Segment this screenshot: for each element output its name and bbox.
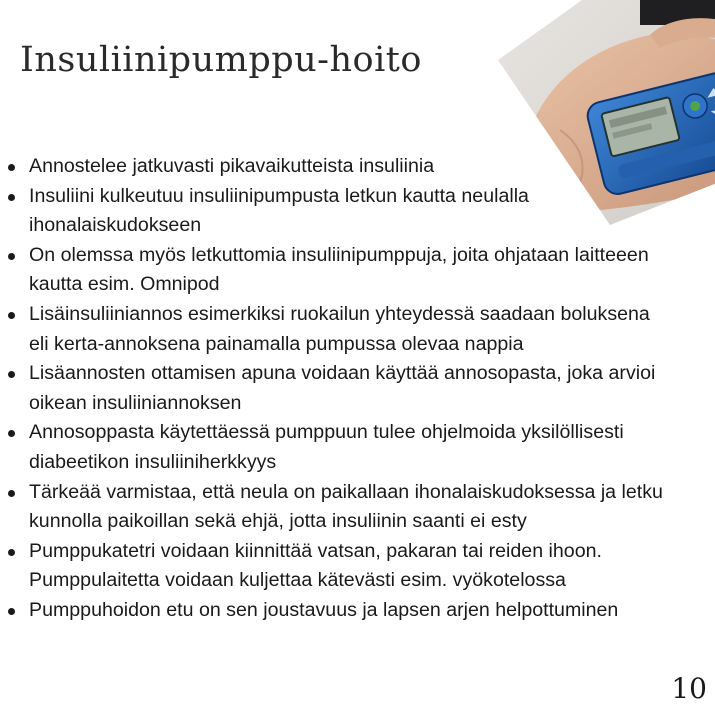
bullet-list [8,152,668,626]
page-number: 10 [671,672,707,705]
bullet-item: Annostelee jatkuvasti pikavaikutteista insuliinia [8,152,668,182]
bullet-item: Annosoppasta käytettäessä pumppuun tulee ohjelmoida yksilöllisesti diabeetikon insuliiniherkkyys [8,418,668,477]
bullet-dot-icon [8,253,15,260]
bullet-dot-icon [8,371,15,378]
slide-title: Insuliinipumppu-hoito [20,40,422,80]
bullet-dot-icon [8,430,15,437]
bullet-dot-icon [8,194,15,201]
bullet-item: On olemssa myös letkuttomia insuliinipumppuja, joita ohjataan laitteeen kautta esim. Omnipod [8,241,668,300]
bullet-dot-icon [8,608,15,615]
bullet-dot-icon [8,490,15,497]
bullet-dot-icon [8,164,15,171]
bullet-item: Insuliini kulkeutuu insuliinipumpusta letkun kautta neulalla ihonalaiskudokseen [8,182,668,241]
bullet-item: Lisäinsuliiniannos esimerkiksi ruokailun yhteydessä saadaan boluksena eli kerta-annoksena painamalla pumpussa olevaa nappia [8,300,668,359]
bullet-item: Pumppuhoidon etu on sen joustavuus ja lapsen arjen helpottuminen [8,596,668,626]
bullet-dot-icon [8,312,15,319]
bullet-item: Tärkeää varmistaa, että neula on paikallaan ihonalaiskudoksessa ja letku kunnolla paikoillan sekä ehjä, jotta insuliinin saanti ei esty [8,478,668,537]
bullet-item: Pumppukatetri voidaan kiinnittää vatsan, pakaran tai reiden ihoon. Pumppulaitetta voidaan kuljettaa kätevästi esim. vyökotelossa [8,537,668,596]
bullet-item: Lisäannosten ottamisen apuna voidaan käyttää annosopasta, joka arvioi oikean insuliiniannoksen [8,359,668,418]
bullet-dot-icon [8,549,15,556]
